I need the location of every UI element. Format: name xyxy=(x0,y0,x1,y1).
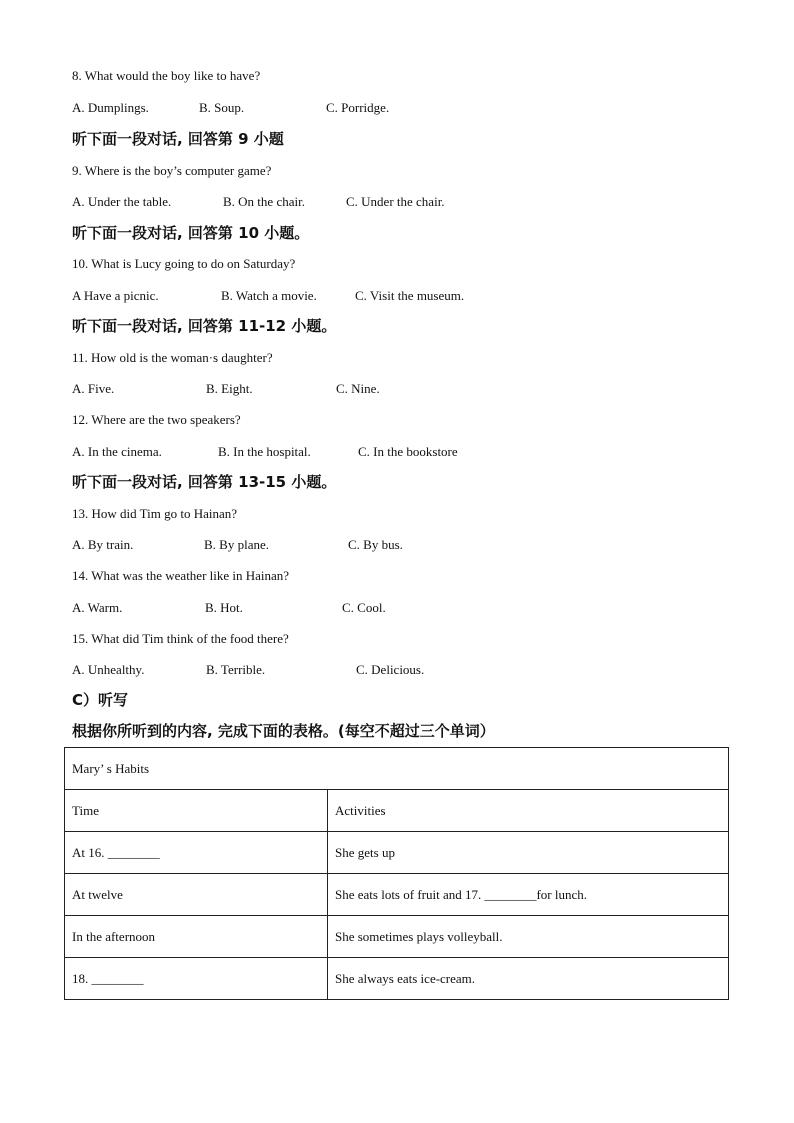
question-15: 15. What did Tim think of the food there? xyxy=(72,631,289,646)
option-c: C. In the bookstore xyxy=(358,444,458,459)
option-a: A. Five. xyxy=(72,381,115,396)
option-c: C. Delicious. xyxy=(356,662,425,677)
time-cell: In the afternoon xyxy=(65,916,328,958)
section-c-title: C）听写 xyxy=(72,691,129,709)
option-c: C. By bus. xyxy=(348,537,403,552)
section-heading-13-15: 听下面一段对话, 回答第 13-15 小题。 xyxy=(72,473,337,491)
table-title: Mary’ s Habits xyxy=(65,748,729,790)
option-a: A. Dumplings. xyxy=(72,100,149,115)
option-a: A. By train. xyxy=(72,537,134,552)
dictation-instruction: 根据你所听到的内容, 完成下面的表格。(每空不超过三个单词） xyxy=(72,722,495,740)
option-c: C. Nine. xyxy=(336,381,380,396)
option-a: A Have a picnic. xyxy=(72,288,159,303)
option-a: A. In the cinema. xyxy=(72,444,162,459)
header-time: Time xyxy=(65,790,328,832)
time-cell: 18. ________ xyxy=(65,958,328,1000)
option-b: B. Terrible. xyxy=(206,662,266,677)
table-header-row xyxy=(65,790,729,832)
question-9: 9. Where is the boy’s computer game? xyxy=(72,163,272,178)
habits-table xyxy=(64,747,729,1000)
activity-cell: She always eats ice-cream. xyxy=(328,958,729,1000)
question-12: 12. Where are the two speakers? xyxy=(72,412,241,427)
table-title-row xyxy=(65,748,729,790)
question-8: 8. What would the boy like to have? xyxy=(72,68,261,83)
activity-cell: She eats lots of fruit and 17. ________for lunch. xyxy=(328,874,729,916)
option-c: C. Visit the museum. xyxy=(355,288,465,303)
section-heading-9: 听下面一段对话, 回答第 9 小题 xyxy=(72,130,284,148)
section-heading-10: 听下面一段对话, 回答第 10 小题。 xyxy=(72,224,310,242)
activity-cell: She sometimes plays volleyball. xyxy=(328,916,729,958)
option-a: A. Unhealthy. xyxy=(72,662,145,677)
question-11: 11. How old is the woman·s daughter? xyxy=(72,350,273,365)
option-b: B. On the chair. xyxy=(223,194,305,209)
time-cell: At twelve xyxy=(65,874,328,916)
option-b: B. Watch a movie. xyxy=(221,288,317,303)
time-cell: At 16. ________ xyxy=(65,832,328,874)
table-row xyxy=(65,916,729,958)
question-10: 10. What is Lucy going to do on Saturday? xyxy=(72,256,296,271)
question-13: 13. How did Tim go to Hainan? xyxy=(72,506,238,521)
header-activities: Activities xyxy=(328,790,729,832)
table-row xyxy=(65,958,729,1000)
activity-cell: She gets up xyxy=(328,832,729,874)
question-14: 14. What was the weather like in Hainan? xyxy=(72,568,290,583)
option-b: B. By plane. xyxy=(204,537,269,552)
option-b: B. In the hospital. xyxy=(218,444,311,459)
option-c: C. Under the chair. xyxy=(346,194,445,209)
option-c: C. Cool. xyxy=(342,600,386,615)
option-a: A. Under the table. xyxy=(72,194,172,209)
table-row xyxy=(65,832,729,874)
option-a: A. Warm. xyxy=(72,600,123,615)
section-heading-11-12: 听下面一段对话, 回答第 11-12 小题。 xyxy=(72,317,337,335)
table-row xyxy=(65,874,729,916)
option-c: C. Porridge. xyxy=(326,100,390,115)
option-b: B. Eight. xyxy=(206,381,253,396)
option-b: B. Hot. xyxy=(205,600,243,615)
option-b: B. Soup. xyxy=(199,100,245,115)
